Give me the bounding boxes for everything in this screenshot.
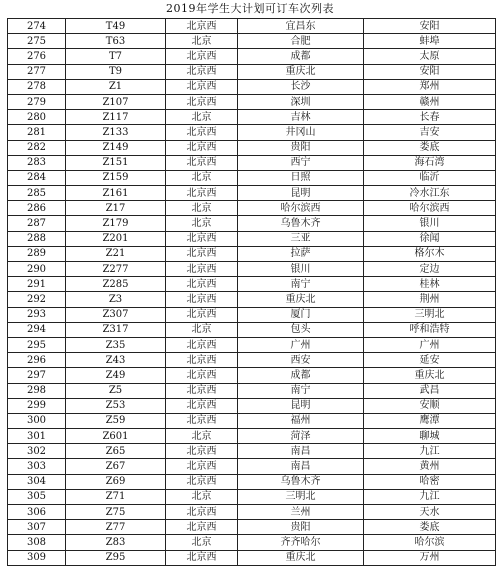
route-station-cell: 南宁 — [238, 383, 364, 398]
train-number-cell: Z65 — [66, 444, 166, 459]
departure-station-cell: 北京 — [166, 322, 238, 337]
departure-station-cell: 北京西 — [166, 79, 238, 94]
table-row — [8, 398, 496, 413]
destination-station-cell: 哈尔滨 — [364, 535, 496, 550]
destination-station-cell: 太原 — [364, 49, 496, 64]
departure-station-cell: 北京西 — [166, 444, 238, 459]
destination-station-cell: 临沂 — [364, 170, 496, 185]
train-list-table — [7, 18, 496, 566]
row-number-cell: 284 — [8, 170, 66, 185]
train-number-cell: Z151 — [66, 155, 166, 170]
train-number-cell: T9 — [66, 64, 166, 79]
row-number-cell: 301 — [8, 429, 66, 444]
train-number-cell: Z3 — [66, 292, 166, 307]
row-number-cell: 306 — [8, 505, 66, 520]
train-number-cell: Z601 — [66, 429, 166, 444]
train-number-cell: Z69 — [66, 474, 166, 489]
departure-station-cell: 北京西 — [166, 277, 238, 292]
train-number-cell: T7 — [66, 49, 166, 64]
table-row — [8, 444, 496, 459]
table-row — [8, 186, 496, 201]
row-number-cell: 281 — [8, 125, 66, 140]
train-number-cell: Z75 — [66, 505, 166, 520]
route-station-cell: 乌鲁木齐 — [238, 216, 364, 231]
destination-station-cell: 广州 — [364, 337, 496, 352]
table-row — [8, 292, 496, 307]
table-row — [8, 110, 496, 125]
destination-station-cell: 安顺 — [364, 398, 496, 413]
train-number-cell: Z83 — [66, 535, 166, 550]
train-number-cell: Z149 — [66, 140, 166, 155]
row-number-cell: 296 — [8, 353, 66, 368]
departure-station-cell: 北京西 — [166, 125, 238, 140]
route-station-cell: 三明北 — [238, 489, 364, 504]
destination-station-cell: 安阳 — [364, 19, 496, 34]
departure-station-cell: 北京 — [166, 34, 238, 49]
destination-station-cell: 蚌埠 — [364, 34, 496, 49]
destination-station-cell: 万州 — [364, 550, 496, 565]
destination-station-cell: 三明北 — [364, 307, 496, 322]
table-row — [8, 231, 496, 246]
train-number-cell: Z107 — [66, 94, 166, 109]
table-row — [8, 505, 496, 520]
row-number-cell: 289 — [8, 246, 66, 261]
train-number-cell: Z201 — [66, 231, 166, 246]
row-number-cell: 291 — [8, 277, 66, 292]
departure-station-cell: 北京西 — [166, 262, 238, 277]
destination-station-cell: 定边 — [364, 262, 496, 277]
train-number-cell: T49 — [66, 19, 166, 34]
train-number-cell: Z17 — [66, 201, 166, 216]
route-station-cell: 南昌 — [238, 444, 364, 459]
route-station-cell: 长沙 — [238, 79, 364, 94]
table-row — [8, 277, 496, 292]
route-station-cell: 南宁 — [238, 277, 364, 292]
row-number-cell: 283 — [8, 155, 66, 170]
table-row — [8, 368, 496, 383]
table-row — [8, 34, 496, 49]
table-row — [8, 337, 496, 352]
train-number-cell: Z59 — [66, 413, 166, 428]
route-station-cell: 昆明 — [238, 186, 364, 201]
departure-station-cell: 北京西 — [166, 337, 238, 352]
departure-station-cell: 北京西 — [166, 459, 238, 474]
row-number-cell: 302 — [8, 444, 66, 459]
row-number-cell: 308 — [8, 535, 66, 550]
train-number-cell: Z133 — [66, 125, 166, 140]
route-station-cell: 西安 — [238, 353, 364, 368]
route-station-cell: 贵阳 — [238, 520, 364, 535]
train-number-cell: Z53 — [66, 398, 166, 413]
table-row — [8, 49, 496, 64]
table-row — [8, 489, 496, 504]
departure-station-cell: 北京西 — [166, 292, 238, 307]
table-row — [8, 520, 496, 535]
row-number-cell: 288 — [8, 231, 66, 246]
destination-station-cell: 安阳 — [364, 64, 496, 79]
row-number-cell: 293 — [8, 307, 66, 322]
route-station-cell: 吉林 — [238, 110, 364, 125]
route-station-cell: 成都 — [238, 368, 364, 383]
table-row — [8, 216, 496, 231]
destination-station-cell: 哈尔滨西 — [364, 201, 496, 216]
train-number-cell: Z161 — [66, 186, 166, 201]
table-row — [8, 94, 496, 109]
table-row — [8, 262, 496, 277]
route-station-cell: 南昌 — [238, 459, 364, 474]
route-station-cell: 菏泽 — [238, 429, 364, 444]
route-station-cell: 三亚 — [238, 231, 364, 246]
destination-station-cell: 延安 — [364, 353, 496, 368]
table-row — [8, 140, 496, 155]
table-row — [8, 413, 496, 428]
route-station-cell: 福州 — [238, 413, 364, 428]
departure-station-cell: 北京西 — [166, 307, 238, 322]
departure-station-cell: 北京 — [166, 216, 238, 231]
destination-station-cell: 聊城 — [364, 429, 496, 444]
route-station-cell: 宜昌东 — [238, 19, 364, 34]
route-station-cell: 齐齐哈尔 — [238, 535, 364, 550]
train-number-cell: Z95 — [66, 550, 166, 565]
destination-station-cell: 赣州 — [364, 94, 496, 109]
row-number-cell: 279 — [8, 94, 66, 109]
departure-station-cell: 北京西 — [166, 398, 238, 413]
route-station-cell: 乌鲁木齐 — [238, 474, 364, 489]
route-station-cell: 重庆北 — [238, 292, 364, 307]
row-number-cell: 274 — [8, 19, 66, 34]
train-number-cell: Z49 — [66, 368, 166, 383]
departure-station-cell: 北京西 — [166, 246, 238, 261]
destination-station-cell: 九江 — [364, 489, 496, 504]
departure-station-cell: 北京西 — [166, 64, 238, 79]
destination-station-cell: 桂林 — [364, 277, 496, 292]
route-station-cell: 厦门 — [238, 307, 364, 322]
row-number-cell: 282 — [8, 140, 66, 155]
route-station-cell: 深圳 — [238, 94, 364, 109]
destination-station-cell: 冷水江东 — [364, 186, 496, 201]
train-list-body — [8, 19, 496, 566]
destination-station-cell: 哈密 — [364, 474, 496, 489]
table-row — [8, 474, 496, 489]
row-number-cell: 303 — [8, 459, 66, 474]
train-number-cell: T63 — [66, 34, 166, 49]
departure-station-cell: 北京西 — [166, 413, 238, 428]
departure-station-cell: 北京西 — [166, 353, 238, 368]
destination-station-cell: 九江 — [364, 444, 496, 459]
row-number-cell: 287 — [8, 216, 66, 231]
departure-station-cell: 北京西 — [166, 383, 238, 398]
route-station-cell: 银川 — [238, 262, 364, 277]
row-number-cell: 300 — [8, 413, 66, 428]
destination-station-cell: 银川 — [364, 216, 496, 231]
route-station-cell: 兰州 — [238, 505, 364, 520]
destination-station-cell: 吉安 — [364, 125, 496, 140]
destination-station-cell: 荆州 — [364, 292, 496, 307]
train-number-cell: Z67 — [66, 459, 166, 474]
row-number-cell: 304 — [8, 474, 66, 489]
train-number-cell: Z277 — [66, 262, 166, 277]
row-number-cell: 275 — [8, 34, 66, 49]
row-number-cell: 299 — [8, 398, 66, 413]
departure-station-cell: 北京西 — [166, 19, 238, 34]
route-station-cell: 井冈山 — [238, 125, 364, 140]
row-number-cell: 309 — [8, 550, 66, 565]
train-number-cell: Z307 — [66, 307, 166, 322]
train-number-cell: Z317 — [66, 322, 166, 337]
departure-station-cell: 北京西 — [166, 186, 238, 201]
table-row — [8, 170, 496, 185]
destination-station-cell: 鹰潭 — [364, 413, 496, 428]
departure-station-cell: 北京西 — [166, 368, 238, 383]
route-station-cell: 哈尔滨西 — [238, 201, 364, 216]
departure-station-cell: 北京 — [166, 429, 238, 444]
row-number-cell: 280 — [8, 110, 66, 125]
route-station-cell: 重庆北 — [238, 550, 364, 565]
row-number-cell: 278 — [8, 79, 66, 94]
row-number-cell: 294 — [8, 322, 66, 337]
row-number-cell: 305 — [8, 489, 66, 504]
train-number-cell: Z21 — [66, 246, 166, 261]
train-number-cell: Z77 — [66, 520, 166, 535]
destination-station-cell: 武昌 — [364, 383, 496, 398]
row-number-cell: 292 — [8, 292, 66, 307]
train-number-cell: Z1 — [66, 79, 166, 94]
row-number-cell: 276 — [8, 49, 66, 64]
route-station-cell: 重庆北 — [238, 64, 364, 79]
departure-station-cell: 北京 — [166, 110, 238, 125]
table-row — [8, 383, 496, 398]
table-row — [8, 535, 496, 550]
train-number-cell: Z35 — [66, 337, 166, 352]
route-station-cell: 日照 — [238, 170, 364, 185]
route-station-cell: 昆明 — [238, 398, 364, 413]
table-row — [8, 322, 496, 337]
route-station-cell: 广州 — [238, 337, 364, 352]
table-row — [8, 64, 496, 79]
departure-station-cell: 北京 — [166, 201, 238, 216]
train-number-cell: Z5 — [66, 383, 166, 398]
departure-station-cell: 北京 — [166, 170, 238, 185]
train-number-cell: Z71 — [66, 489, 166, 504]
table-row — [8, 201, 496, 216]
row-number-cell: 285 — [8, 186, 66, 201]
destination-station-cell: 呼和浩特 — [364, 322, 496, 337]
route-station-cell: 西宁 — [238, 155, 364, 170]
departure-station-cell: 北京西 — [166, 474, 238, 489]
departure-station-cell: 北京西 — [166, 520, 238, 535]
departure-station-cell: 北京西 — [166, 550, 238, 565]
train-number-cell: Z159 — [66, 170, 166, 185]
row-number-cell: 286 — [8, 201, 66, 216]
train-number-cell: Z117 — [66, 110, 166, 125]
row-number-cell: 297 — [8, 368, 66, 383]
route-station-cell: 合肥 — [238, 34, 364, 49]
departure-station-cell: 北京西 — [166, 94, 238, 109]
departure-station-cell: 北京 — [166, 535, 238, 550]
destination-station-cell: 长春 — [364, 110, 496, 125]
train-number-cell: Z285 — [66, 277, 166, 292]
destination-station-cell: 娄底 — [364, 140, 496, 155]
table-row — [8, 550, 496, 565]
train-number-cell: Z43 — [66, 353, 166, 368]
destination-station-cell: 黄州 — [364, 459, 496, 474]
route-station-cell: 成都 — [238, 49, 364, 64]
departure-station-cell: 北京 — [166, 489, 238, 504]
row-number-cell: 277 — [8, 64, 66, 79]
destination-station-cell: 重庆北 — [364, 368, 496, 383]
destination-station-cell: 郑州 — [364, 79, 496, 94]
row-number-cell: 295 — [8, 337, 66, 352]
row-number-cell: 298 — [8, 383, 66, 398]
departure-station-cell: 北京西 — [166, 505, 238, 520]
route-station-cell: 拉萨 — [238, 246, 364, 261]
table-row — [8, 79, 496, 94]
destination-station-cell: 海石湾 — [364, 155, 496, 170]
table-row — [8, 125, 496, 140]
document-title: 2019年学生大计划可订车次列表 — [166, 2, 334, 15]
destination-station-cell: 徐闻 — [364, 231, 496, 246]
table-row — [8, 246, 496, 261]
row-number-cell: 307 — [8, 520, 66, 535]
table-row — [8, 307, 496, 322]
train-number-cell: Z179 — [66, 216, 166, 231]
destination-station-cell: 天水 — [364, 505, 496, 520]
table-row — [8, 429, 496, 444]
destination-station-cell: 娄底 — [364, 520, 496, 535]
departure-station-cell: 北京西 — [166, 49, 238, 64]
table-row — [8, 459, 496, 474]
route-station-cell: 包头 — [238, 322, 364, 337]
table-row — [8, 19, 496, 34]
route-station-cell: 贵阳 — [238, 140, 364, 155]
departure-station-cell: 北京西 — [166, 231, 238, 246]
departure-station-cell: 北京西 — [166, 155, 238, 170]
table-row — [8, 155, 496, 170]
destination-station-cell: 格尔木 — [364, 246, 496, 261]
departure-station-cell: 北京西 — [166, 140, 238, 155]
table-row — [8, 353, 496, 368]
row-number-cell: 290 — [8, 262, 66, 277]
